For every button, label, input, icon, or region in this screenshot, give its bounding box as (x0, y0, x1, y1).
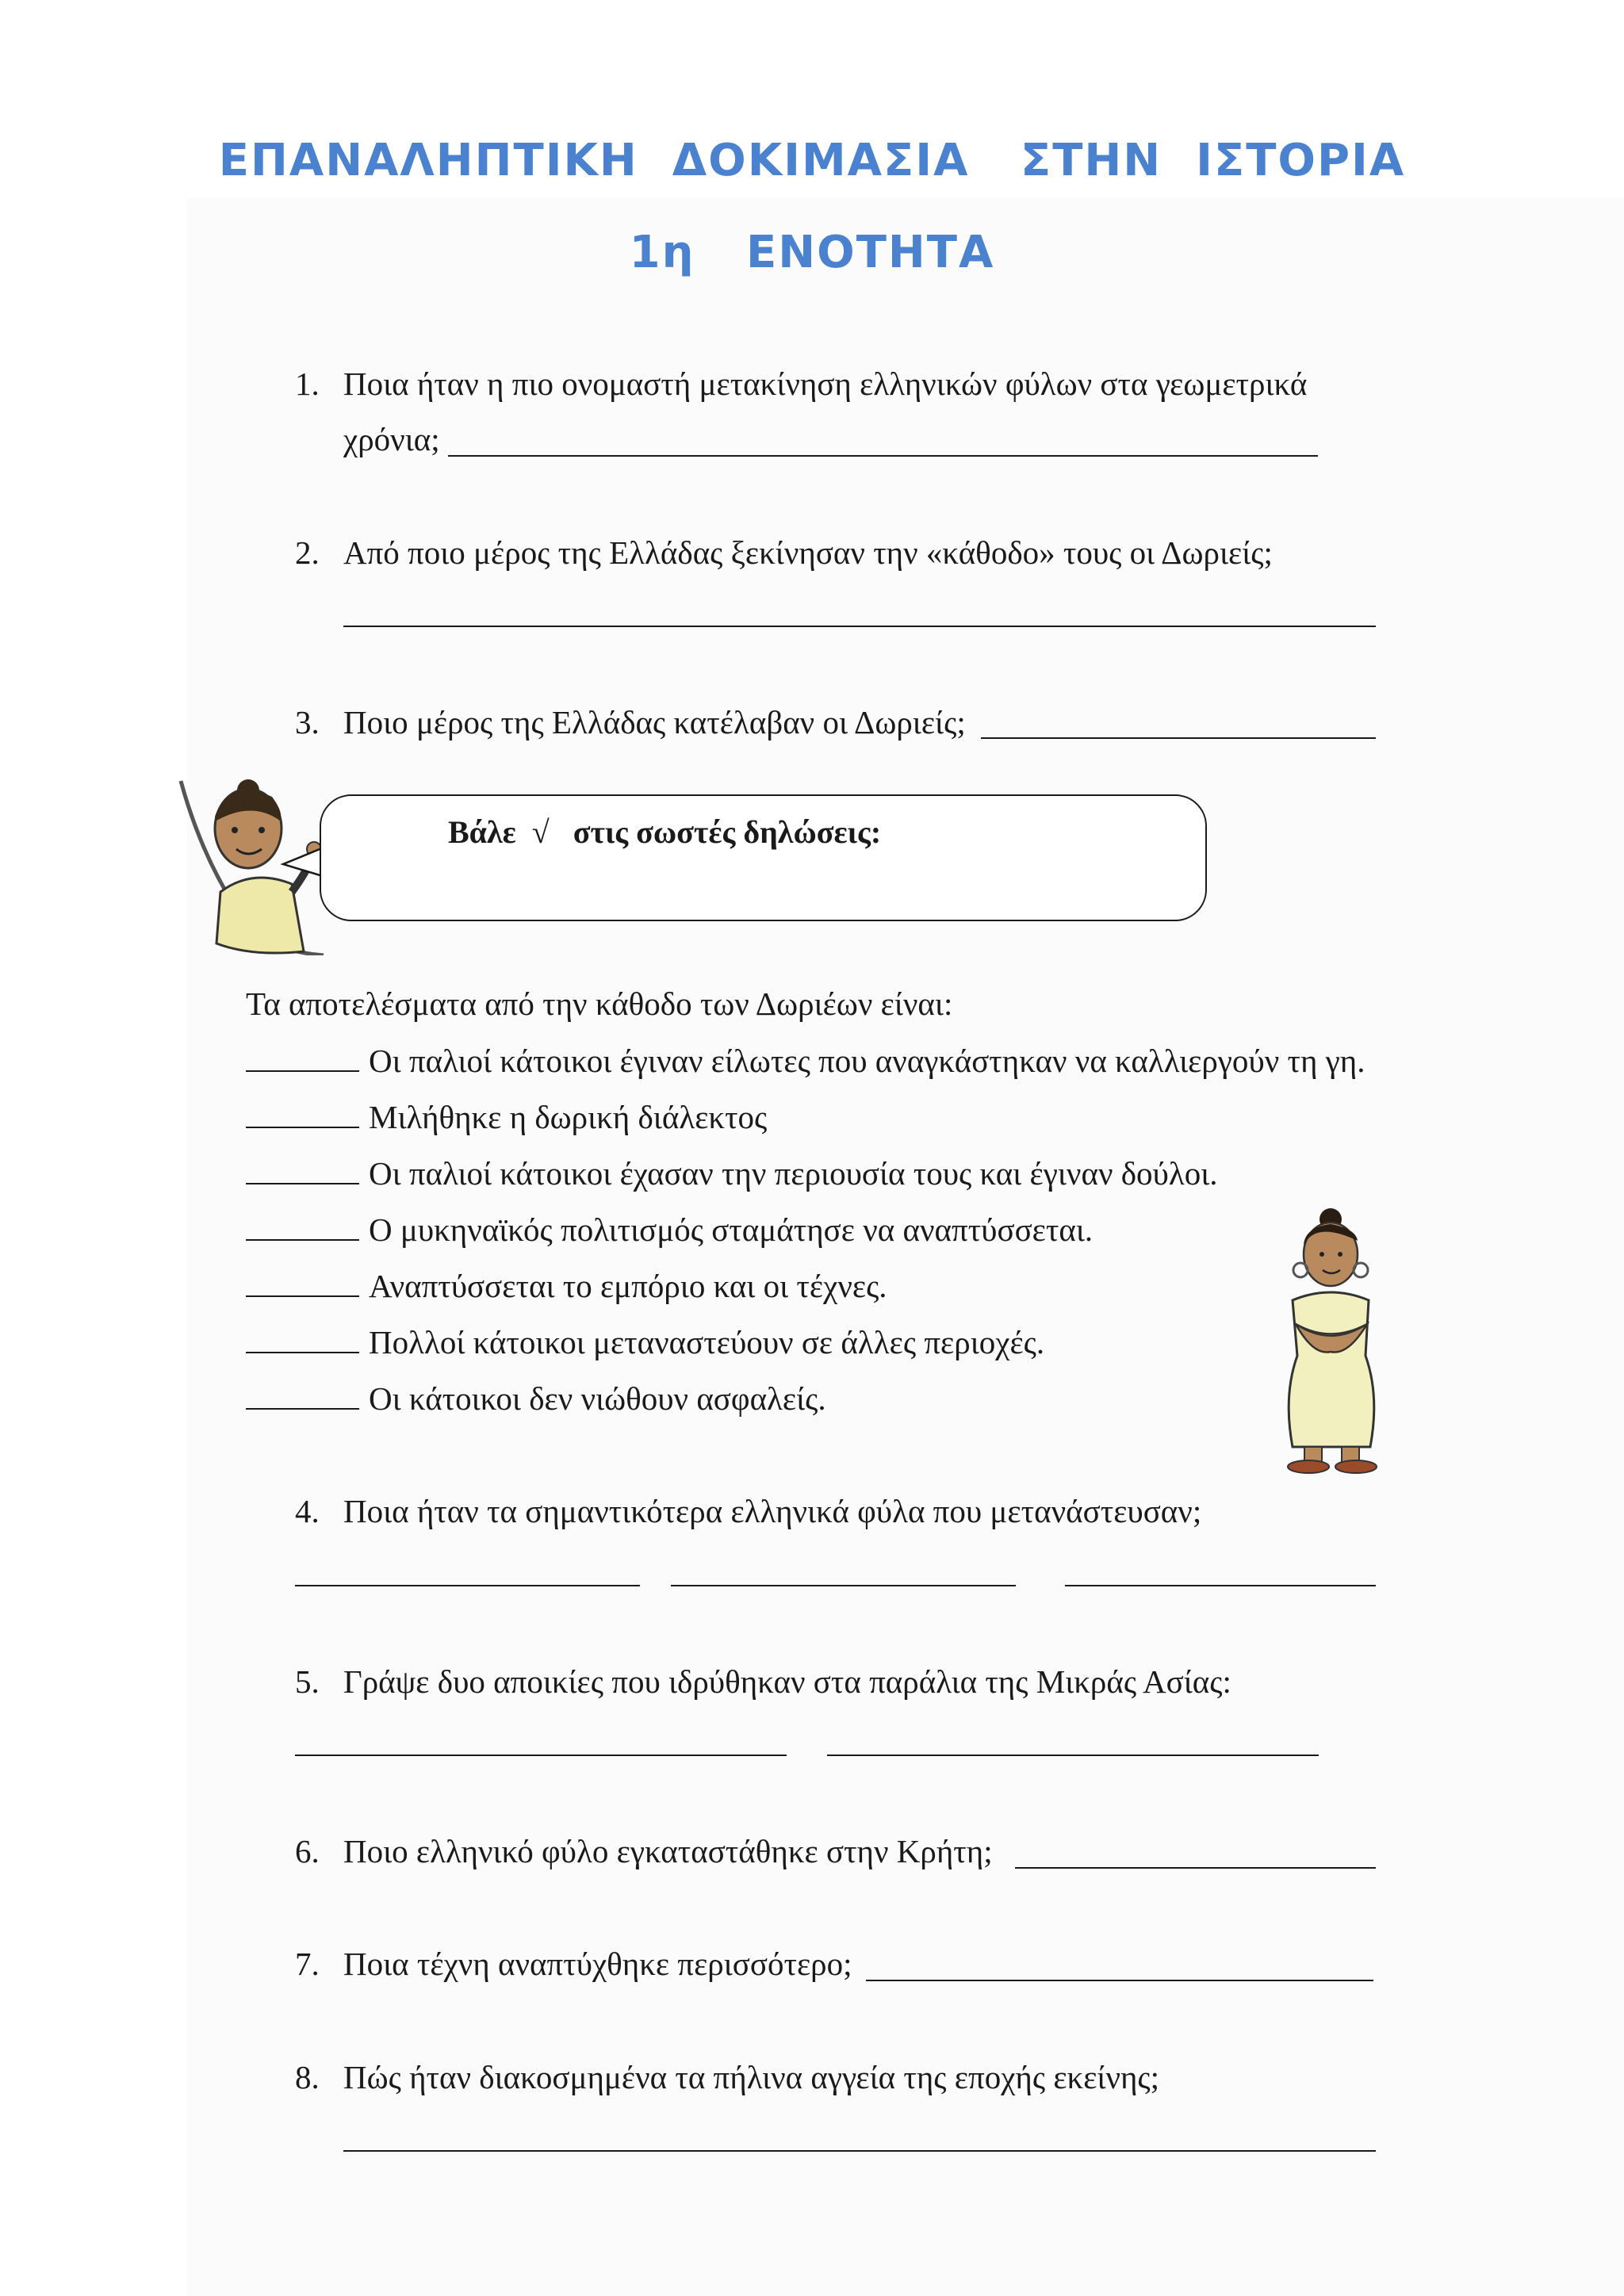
question-3-text: Ποιο μέρος της Ελλάδας κατέλαβαν οι Δωριείς; (343, 704, 966, 740)
statement-item: Μιλήθηκε η δωρική διάλεκτος (246, 1098, 767, 1136)
woman-standing-illustration-icon (1269, 1205, 1396, 1479)
answer-line-2[interactable] (343, 626, 1376, 627)
answer-line-4a[interactable] (295, 1585, 640, 1586)
question-1-text: Ποια ήταν η πιο ονομαστή μετακίνηση ελληνικών φύλων στα γεωμετρικά (343, 365, 1308, 402)
statement-item: Ο μυκηναϊκός πολιτισμός σταμάτησε να αναπτύσσεται. (246, 1211, 1093, 1249)
question-6-text: Ποιο ελληνικό φύλο εγκαταστάθηκε στην Κρήτη; (343, 1833, 993, 1869)
question-1-text-cont: χρόνια; (343, 421, 440, 457)
question-5-text: Γράψε δυο αποικίες που ιδρύθηκαν στα παράλια της Μικράς Ασίας: (343, 1663, 1231, 1700)
question-7-text: Ποια τέχνη αναπτύχθηκε περισσότερο; (343, 1946, 852, 1982)
page-subtitle: 1η ΕΝΟΤΗΤΑ (629, 227, 995, 278)
answer-line-4c[interactable] (1065, 1585, 1376, 1586)
checkbox-blank[interactable] (246, 1325, 359, 1353)
checkbox-blank[interactable] (246, 1381, 359, 1410)
answer-line-8[interactable] (343, 2150, 1376, 2152)
statement-item: Πολλοί κάτοικοι μεταναστεύουν σε άλλες περιοχές. (246, 1323, 1044, 1361)
question-7-number: 7. (295, 1946, 320, 1982)
statements-intro: Τα αποτελέσματα από την κάθοδο των Δωριέων είναι: (246, 985, 953, 1022)
statement-item: Οι παλιοί κάτοικοι έγιναν είλωτες που αναγκάστηκαν να καλλιεργούν τη γη. (246, 1042, 1365, 1080)
statement-item: Οι παλιοί κάτοικοι έχασαν την περιουσία τους και έγιναν δούλοι. (246, 1154, 1218, 1192)
page-title: ΕΠΑΝΑΛΗΠΤΙΚΗ ΔΟΚΙΜΑΣΙΑ ΣΤΗΝ ΙΣΤΟΡΙΑ (218, 135, 1406, 186)
checkbox-blank[interactable] (246, 1156, 359, 1184)
instruction-bubble (320, 794, 1207, 921)
question-2-number: 2. (295, 534, 320, 571)
question-1-number: 1. (295, 365, 320, 402)
question-4-number: 4. (295, 1493, 320, 1529)
answer-line-3[interactable] (981, 737, 1376, 739)
checkbox-blank[interactable] (246, 1269, 359, 1297)
answer-line-6[interactable] (1015, 1867, 1376, 1869)
question-5-number: 5. (295, 1663, 320, 1700)
answer-line-4b[interactable] (671, 1585, 1016, 1586)
checkbox-blank[interactable] (246, 1100, 359, 1128)
question-4-text: Ποια ήταν τα σημαντικότερα ελληνικά φύλα που μετανάστευσαν; (343, 1493, 1202, 1529)
question-2-text: Από ποιο μέρος της Ελλάδας ξεκίνησαν την «κάθοδο» τους οι Δωριείς; (343, 534, 1273, 571)
checkbox-blank[interactable] (246, 1212, 359, 1241)
statement-item: Οι κάτοικοι δεν νιώθουν ασφαλείς. (246, 1380, 826, 1418)
question-3-number: 3. (295, 704, 320, 740)
answer-line-7[interactable] (866, 1980, 1373, 1981)
question-8-text: Πώς ήταν διακοσμημένα τα πήλινα αγγεία της εποχής εκείνης; (343, 2059, 1160, 2095)
instruction-text: Βάλε √ στις σωστές δηλώσεις: (448, 814, 882, 850)
checkbox-blank[interactable] (246, 1043, 359, 1072)
statement-item: Αναπτύσσεται το εμπόριο και οι τέχνες. (246, 1267, 887, 1305)
answer-line-5b[interactable] (827, 1755, 1319, 1756)
question-8-number: 8. (295, 2059, 320, 2095)
question-6-number: 6. (295, 1833, 320, 1869)
answer-line-1[interactable] (448, 455, 1318, 457)
answer-line-5a[interactable] (295, 1755, 787, 1756)
